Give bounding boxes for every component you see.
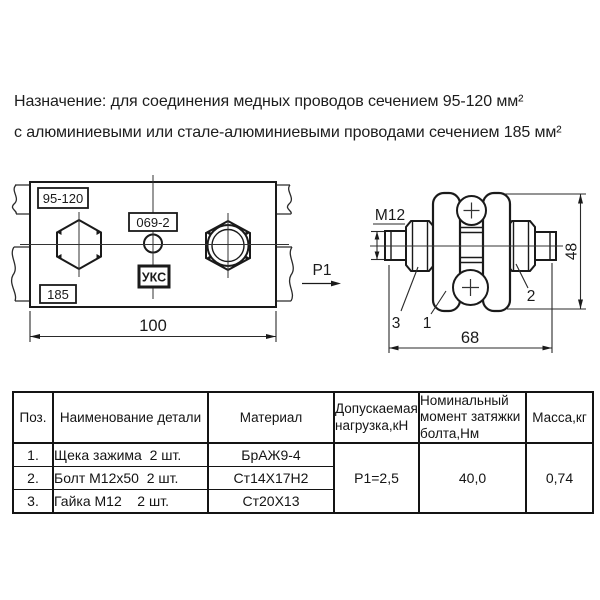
header-name: Наименование детали xyxy=(53,392,208,443)
cell-material-3: Ст20Х13 xyxy=(208,490,334,514)
cell-mass: 0,74 xyxy=(526,443,593,513)
stamp-aluminum-range-label: 185 xyxy=(47,286,69,302)
cell-material-2: Ст14Х17Н2 xyxy=(208,467,334,490)
stamp-code-label: 069-2 xyxy=(136,214,170,230)
dim-width-label: 100 xyxy=(139,317,167,335)
header-material: Материал xyxy=(208,392,334,443)
callout-bolt: 2 xyxy=(526,288,536,305)
header-pos: Поз. xyxy=(13,392,53,443)
header-mass: Масса,кг xyxy=(526,392,593,443)
parts-table xyxy=(12,391,594,514)
stamp-brand-label: УКС xyxy=(141,270,167,285)
callout-nut: 3 xyxy=(391,315,401,332)
cell-material-1: БрАЖ9-4 xyxy=(208,443,334,467)
purpose-line-2: с алюминиевыми или стале-алюминиевыми проводами сечением 185 мм² xyxy=(14,123,562,141)
stamp-copper-range-label: 95-120 xyxy=(42,190,84,206)
cell-pos-1: 1. xyxy=(13,443,53,467)
conductor-bottom xyxy=(453,270,488,305)
front-view xyxy=(12,175,294,342)
cell-name-2: Болт М12х50 2 шт. xyxy=(53,467,208,490)
force-label: Р1 xyxy=(312,262,332,279)
cell-pos-3: 3. xyxy=(13,490,53,514)
table-row xyxy=(13,443,593,467)
thread-label: М12 xyxy=(374,207,406,224)
dim-length-label: 68 xyxy=(460,329,480,347)
force-arrow xyxy=(302,262,341,286)
cell-torque: 40,0 xyxy=(419,443,526,513)
cell-pos-2: 2. xyxy=(13,467,53,490)
header-allowed-load: Допускаемая нагрузка,кН xyxy=(334,392,419,443)
cell-name-3: Гайка М12 2 шт. xyxy=(53,490,208,514)
table-header-row xyxy=(13,392,593,443)
callout-cheek: 1 xyxy=(422,315,432,332)
header-torque: Номинальный момент затяжки болта,Нм xyxy=(419,392,526,443)
dim-height-label: 48 xyxy=(563,242,581,261)
side-view xyxy=(302,193,586,353)
purpose-line-1: Назначение: для соединения медных проводов сечением 95-120 мм² xyxy=(14,93,524,110)
conductor-top xyxy=(457,196,486,225)
bolt-shaft-lines xyxy=(460,228,483,263)
cell-name-1: Щека зажима 2 шт. xyxy=(53,443,208,467)
cell-allowed-load: Р1=2,5 xyxy=(334,443,419,513)
